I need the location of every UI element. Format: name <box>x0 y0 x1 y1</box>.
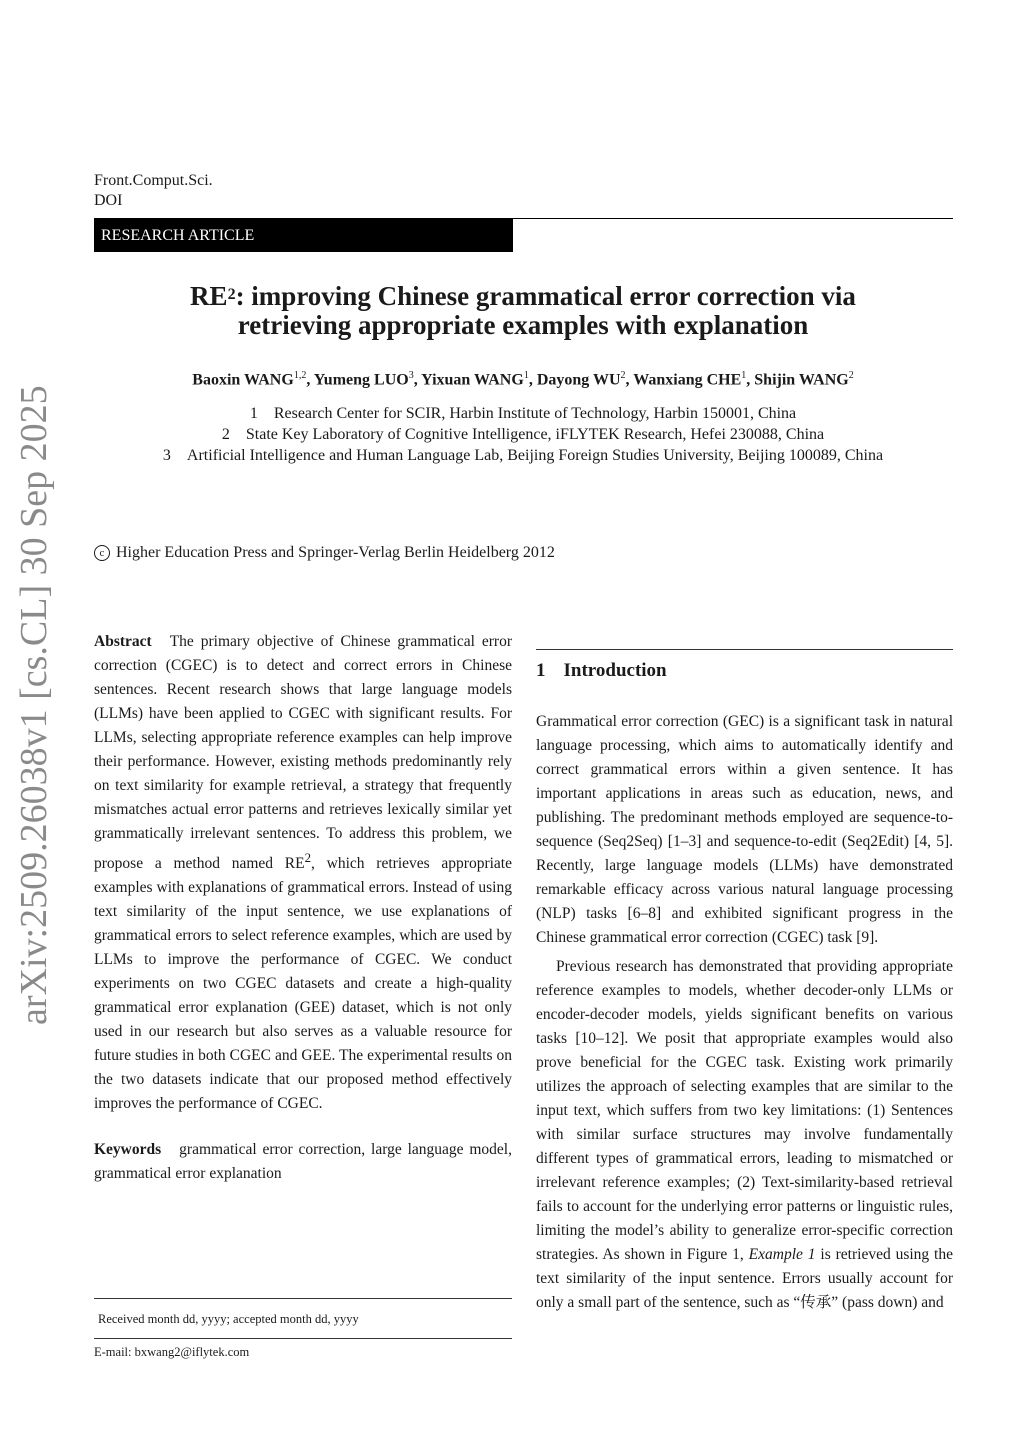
abstract-re-sup: 2 <box>304 850 312 865</box>
affiliation-number: 1 <box>249 405 258 422</box>
left-column <box>94 630 512 1186</box>
affiliation-item <box>100 405 946 423</box>
article-type-banner: RESEARCH ARTICLE <box>94 219 513 252</box>
abstract-text-end: , which retrieves appropriate examples with explanations of grammatical errors. Instead of using text similarity of the input sentence, we use explanations of grammatical errors to select reference examples, which are used by LLMs to improve the performance of CGEC. We conduct experiments on two CGEC datasets and create a high-quality grammatical error explanation (GEE) dataset, which is not only used in our research but also serves as a valuable resource for future studies in both CGEC and GEE. The experimental results on the two datasets indicate that our proposed method effectively improves the performance of CGEC. <box>94 855 512 1113</box>
author-name: Wanxiang CHE <box>633 371 742 389</box>
author-affiliation: 1 <box>741 370 747 381</box>
affiliation-number: 3 <box>162 447 171 464</box>
affiliation-text: Artificial Intelligence and Human Language Lab, Beijing Foreign Studies University, Beijing 100089, China <box>186 447 884 464</box>
section-title: Introduction <box>563 660 667 681</box>
abstract-text-start: The primary objective of Chinese grammatical error correction (CGEC) is to detect and correct errors in Chinese sentences. Recent research shows that large language models (LLMs) have been applied to CGEC with significant results. For LLMs, selecting appropriate reference examples can help improve their performance. However, existing methods predominantly rely on text similarity for example retrieval, a strategy that frequently mismatches actual error patterns and retrieves lexically similar yet grammatically irrelevant sentences. To address this problem, we propose a method named RE <box>94 633 512 873</box>
intro-paragraph-2 <box>536 955 953 1315</box>
arxiv-stamp: arXiv:2509.26038v1 [cs.CL] 30 Sep 2025 <box>13 385 55 1025</box>
right-column <box>536 710 953 1315</box>
author-list: Baoxin WANG$^{1,2}$, Yumeng LUO$^3$, Yixuan WANG$^1$, Dayong $WU^2$, Wanxiang CHE$^1$, Shijin WANG$^2$ <box>192 370 854 389</box>
column-rule <box>536 649 953 650</box>
affiliation-item <box>100 426 946 444</box>
author-affiliation: 3 <box>408 370 414 381</box>
author-name: Baoxin WANG <box>192 371 294 389</box>
abstract-label: Abstract <box>94 633 152 650</box>
paper-title <box>100 282 946 340</box>
title-line1: : improving Chinese grammatical error correction via <box>235 281 856 311</box>
journal-name: Front.Comput.Sci. <box>94 172 213 189</box>
section-number: 1 <box>536 660 546 681</box>
affiliation-number: 2 <box>221 426 230 443</box>
keywords-text: grammatical error correction, large language model, grammatical error explanation <box>94 1141 512 1183</box>
title-prefix: RE <box>190 281 228 311</box>
footer-rule <box>94 1298 512 1299</box>
keywords <box>94 1138 512 1186</box>
author-name: Dayong WU <box>536 371 621 389</box>
affiliation-text: Research Center for SCIR, Harbin Institute of Technology, Harbin 150001, China <box>273 405 797 422</box>
contact-email: E-mail: bxwang2@iflytek.com <box>94 1345 250 1359</box>
author-name: Shijin WANG <box>754 371 849 389</box>
abstract <box>94 630 512 1116</box>
copyright-icon: c <box>94 545 110 561</box>
author-affiliation: 2 <box>620 370 626 381</box>
title-prefix-sup: 2 <box>227 286 236 303</box>
copyright-notice <box>94 544 555 562</box>
title-line2: retrieving appropriate examples with explanation <box>237 310 809 340</box>
doi-label: DOI <box>94 192 123 209</box>
author-affiliation: 1 <box>523 370 529 381</box>
intro-p2-start: Previous research has demonstrated that providing appropriate reference examples to models, whether decoder-only LLMs or encoder-decoder models, yields significant benefits on various tasks [10–12]. We posit that appropriate examples would also prove beneficial for the CGEC task. Existing work primarily utilizes the approach of selecting examples that are similar to the input text, which suffers from two key limitations: (1) Sentences with similar surface structures may involve fundamentally different types of grammatical errors, leading to mismatched or irrelevant reference examples; (2) Text-similarity-based retrieval fails to account for the underlying error patterns or linguistic rules, limiting the model’s ability to generalize error-specific correction strategies. As shown in Figure 1, <box>536 958 953 1263</box>
example-reference: Example 1 <box>748 1246 816 1263</box>
author-name: Yumeng LUO <box>313 371 409 389</box>
author-affiliation: 2 <box>848 370 854 381</box>
journal-header <box>94 171 213 211</box>
keywords-label: Keywords <box>94 1141 162 1159</box>
affiliation-item <box>100 447 946 465</box>
intro-p2-end: is retrieved using the text similarity of the input sentence. Errors usually account for only a small part of the sentence, such as “传承” (pass down) and <box>536 1246 953 1311</box>
affiliation-text: State Key Laboratory of Cognitive Intelligence, iFLYTEK Research, Hefei 230088, China <box>245 426 825 443</box>
intro-paragraph-1: Grammatical error correction (GEC) is a significant task in natural language processing, which aims to automatically identify and correct grammatical errors within a given sentence. It has important applications in areas such as education, news, and publishing. The predominant methods employed are sequence-to-sequence (Seq2Seq) [1–3] and sequence-to-edit (Seq2Edit) [4, 5]. Recently, large language models (LLMs) have demonstrated remarkable efficacy across various natural language processing (NLP) tasks [6–8] and exhibited significant progress in the Chinese grammatical error correction (CGEC) task [9]. <box>536 713 953 946</box>
author-affiliation: 1,2 <box>293 370 307 381</box>
received-dates: Received month dd, yyyy; accepted month dd, yyyy <box>98 1312 359 1326</box>
copyright-text: Higher Education Press and Springer-Verlag Berlin Heidelberg 2012 <box>116 544 555 561</box>
section-heading <box>536 660 667 682</box>
footer-rule <box>94 1338 512 1339</box>
author-name: Yixuan WANG <box>421 371 524 389</box>
